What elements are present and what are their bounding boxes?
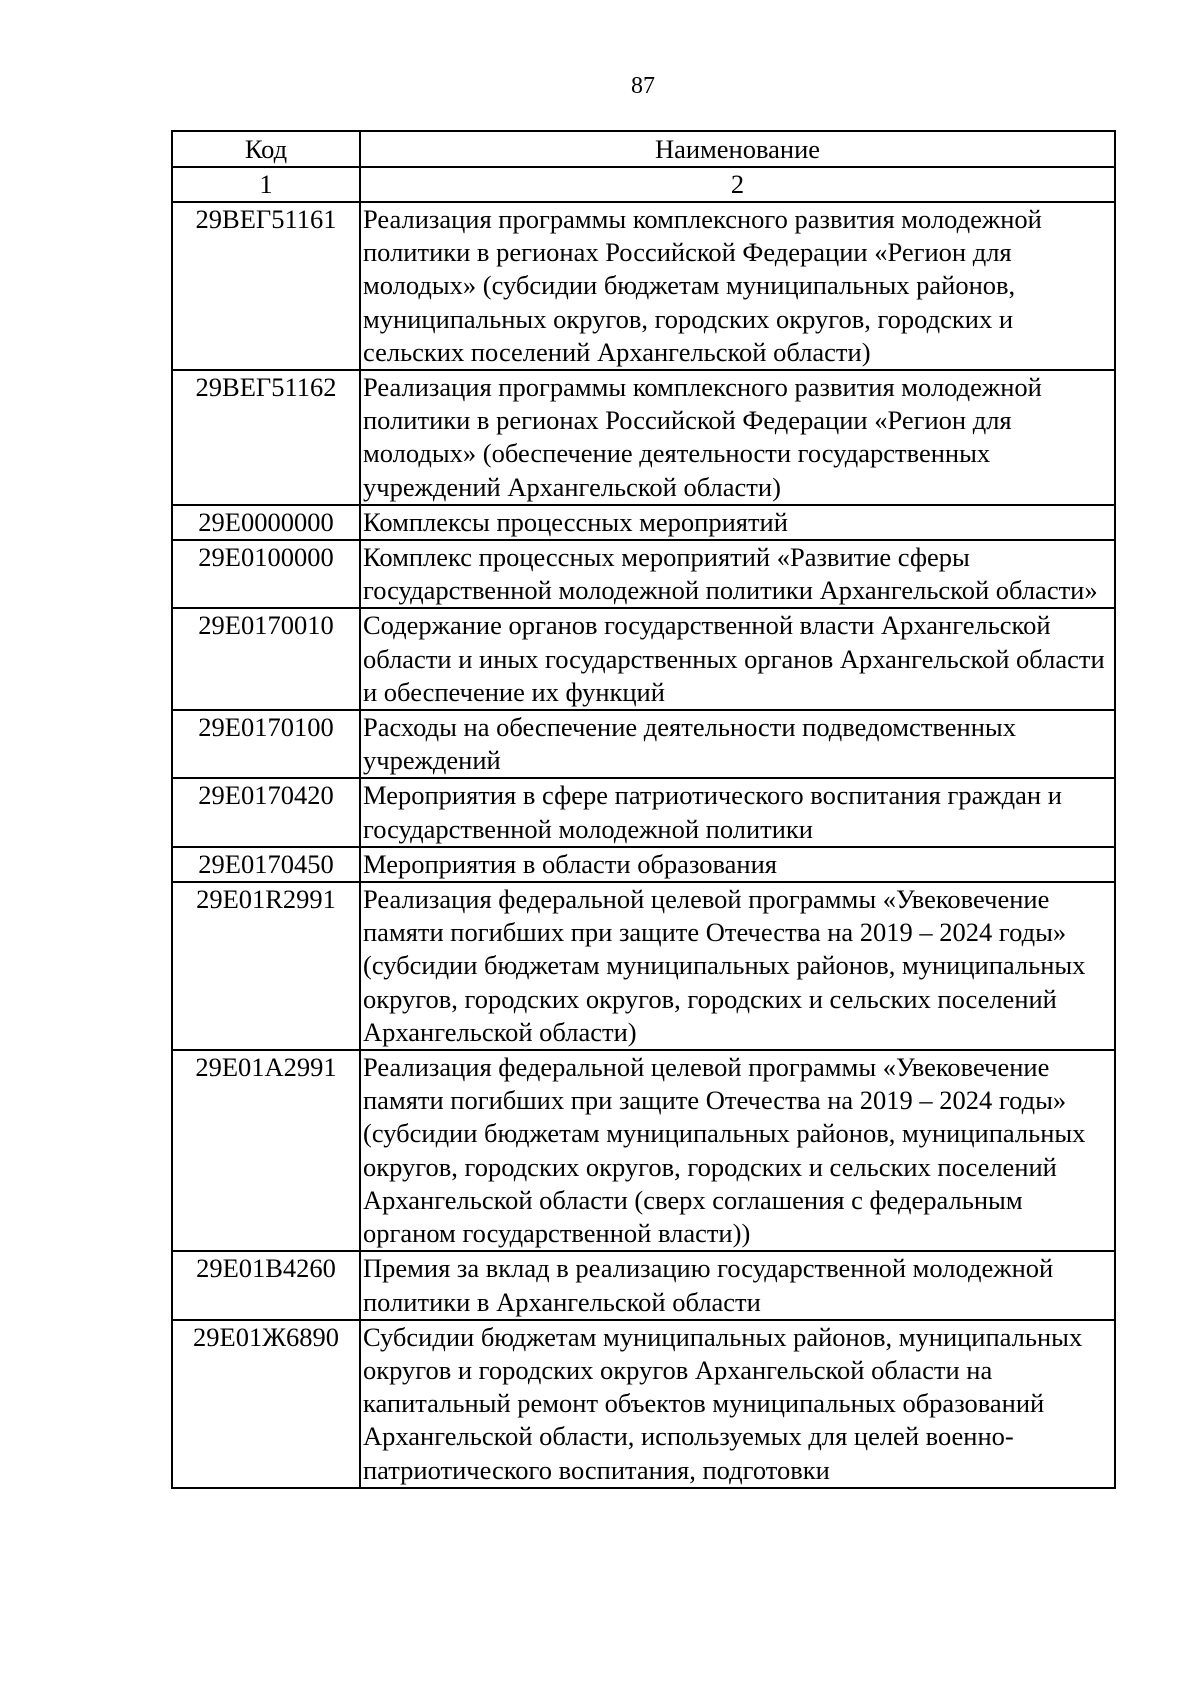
row-name: Реализация программы комплексного развития молодежной политики в регионах Российской Федерации «Регион для молодых» (обеспечение деятельности государственных учреждений Архангельской области)	[360, 370, 1115, 505]
row-name: Содержание органов государственной власти Архангельской области и иных государственных органов Архангельской области и обеспечение их функций	[360, 608, 1115, 710]
row-code: 29Е01А2991	[172, 1050, 360, 1251]
table-row	[172, 882, 1115, 1050]
table-row	[172, 202, 1115, 370]
column-number-name: 2	[360, 167, 1115, 202]
page-number: 87	[631, 73, 655, 99]
row-name: Реализация федеральной целевой программы «Увековечение памяти погибших при защите Отечества на 2019 – 2024 годы» (субсидии бюджетам муниципальных районов, муниципальных округов, городских округов, городских и сельских поселений Архангельской области)	[360, 882, 1115, 1050]
row-name: Реализация программы комплексного развития молодежной политики в регионах Российской Федерации «Регион для молодых» (субсидии бюджетам муниципальных районов, муниципальных округов, городских округов, городских и сельских поселений Архангельской области)	[360, 202, 1115, 370]
table-row	[172, 608, 1115, 710]
table-row	[172, 1320, 1115, 1488]
row-code: 29Е0170420	[172, 778, 360, 846]
row-code: 29Е01Ж6890	[172, 1320, 360, 1488]
row-name: Расходы на обеспечение деятельности подведомственных учреждений	[360, 710, 1115, 778]
budget-codes-table	[171, 130, 1116, 1489]
column-number-code: 1	[172, 167, 360, 202]
table-row	[172, 778, 1115, 846]
table-row	[172, 847, 1115, 882]
header-row	[172, 131, 1115, 167]
row-code: 29Е01В4260	[172, 1251, 360, 1319]
row-name: Комплекс процессных мероприятий «Развитие сферы государственной молодежной политики Архангельской области»	[360, 540, 1115, 608]
table-body	[172, 167, 1115, 1488]
table-row	[172, 1251, 1115, 1319]
row-code: 29ВЕГ51161	[172, 202, 360, 370]
row-code: 29Е01R2991	[172, 882, 360, 1050]
table-header	[172, 131, 1115, 167]
row-name: Реализация федеральной целевой программы «Увековечение памяти погибших при защите Отечества на 2019 – 2024 годы» (субсидии бюджетам муниципальных районов, муниципальных округов, городских округов, городских и сельских поселений Архангельской области (сверх соглашения с федеральным органом государственной власти))	[360, 1050, 1115, 1251]
row-name: Мероприятия в сфере патриотического воспитания граждан и государственной молодежной политики	[360, 778, 1115, 846]
row-name: Мероприятия в области образования	[360, 847, 1115, 882]
table-row	[172, 1050, 1115, 1251]
column-header-code: Код	[172, 131, 360, 167]
column-numbers-row	[172, 167, 1115, 202]
row-code: 29Е0170010	[172, 608, 360, 710]
row-code: 29Е0100000	[172, 540, 360, 608]
row-name: Премия за вклад в реализацию государственной молодежной политики в Архангельской области	[360, 1251, 1115, 1319]
row-code: 29Е0170450	[172, 847, 360, 882]
table-row	[172, 505, 1115, 540]
table-row	[172, 370, 1115, 505]
table-row	[172, 540, 1115, 608]
row-code: 29ВЕГ51162	[172, 370, 360, 505]
row-code: 29Е0000000	[172, 505, 360, 540]
row-name: Субсидии бюджетам муниципальных районов, муниципальных округов и городских округов Архангельской области на капитальный ремонт объектов муниципальных образований Архангельской области, используемых для целей военно-патриотического воспитания, подготовки	[360, 1320, 1115, 1488]
row-name: Комплексы процессных мероприятий	[360, 505, 1115, 540]
column-header-name: Наименование	[360, 131, 1115, 167]
table-row	[172, 710, 1115, 778]
row-code: 29Е0170100	[172, 710, 360, 778]
